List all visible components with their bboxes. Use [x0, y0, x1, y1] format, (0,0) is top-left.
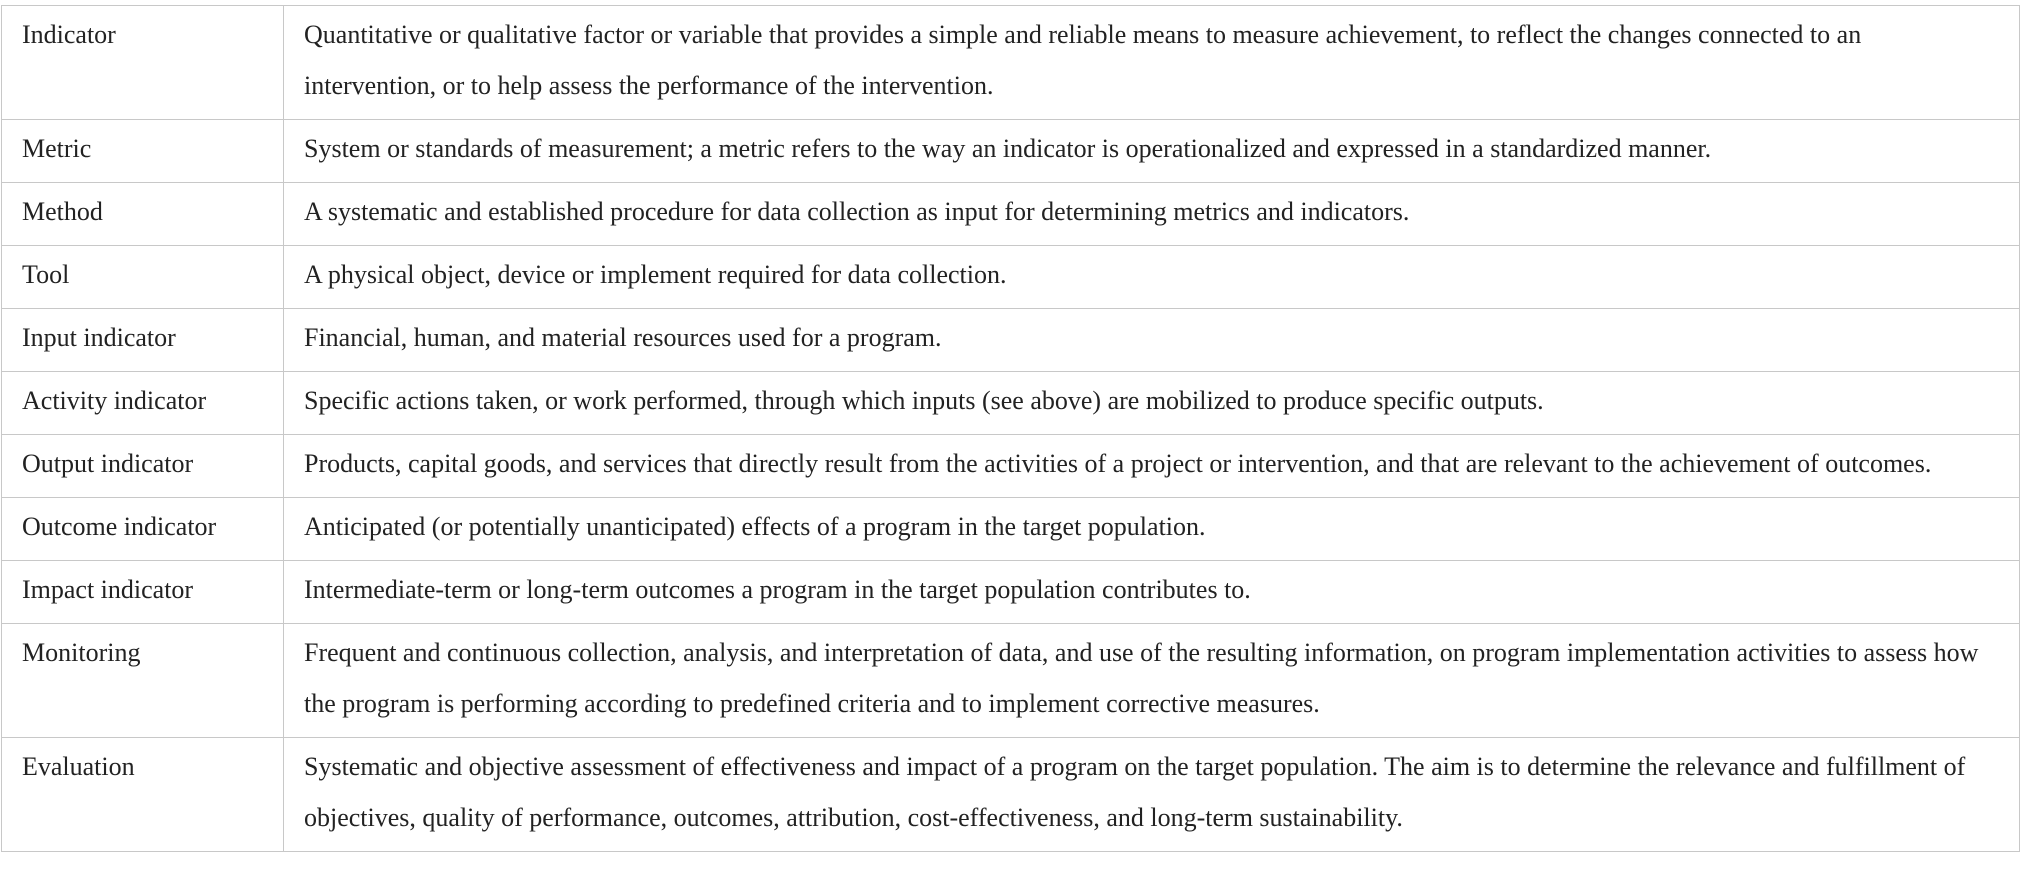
- term-cell: Impact indicator: [2, 561, 284, 624]
- definition-cell: Products, capital goods, and services that directly result from the activities of a project or intervention, and that are relevant to the achievement of outcomes.: [284, 435, 2020, 498]
- term-cell: Metric: [2, 120, 284, 183]
- term-cell: Input indicator: [2, 309, 284, 372]
- table-row: [2, 738, 2020, 852]
- glossary-table-body: [2, 6, 2020, 852]
- table-row: [2, 120, 2020, 183]
- definition-cell: Systematic and objective assessment of effectiveness and impact of a program on the target population. The aim is to determine the relevance and fulfillment of objectives, quality of performance, outcomes, attribution, cost-effectiveness, and long-term sustainability.: [284, 738, 2020, 852]
- table-row: [2, 183, 2020, 246]
- definition-cell: Anticipated (or potentially unanticipated) effects of a program in the target population.: [284, 498, 2020, 561]
- definition-cell: Specific actions taken, or work performed, through which inputs (see above) are mobilized to produce specific outputs.: [284, 372, 2020, 435]
- definition-cell: System or standards of measurement; a metric refers to the way an indicator is operationalized and expressed in a standardized manner.: [284, 120, 2020, 183]
- term-cell: Output indicator: [2, 435, 284, 498]
- definition-cell: A physical object, device or implement required for data collection.: [284, 246, 2020, 309]
- definition-cell: Frequent and continuous collection, analysis, and interpretation of data, and use of the resulting information, on program implementation activities to assess how the program is performing according to predefined criteria and to implement corrective measures.: [284, 624, 2020, 738]
- table-row: [2, 6, 2020, 120]
- term-cell: Method: [2, 183, 284, 246]
- table-row: [2, 498, 2020, 561]
- definition-cell: A systematic and established procedure for data collection as input for determining metrics and indicators.: [284, 183, 2020, 246]
- definition-cell: Financial, human, and material resources used for a program.: [284, 309, 2020, 372]
- definition-cell: Quantitative or qualitative factor or variable that provides a simple and reliable means to measure achievement, to reflect the changes connected to an intervention, or to help assess the performance of the intervention.: [284, 6, 2020, 120]
- term-cell: Tool: [2, 246, 284, 309]
- term-cell: Indicator: [2, 6, 284, 120]
- table-row: [2, 561, 2020, 624]
- table-row: [2, 435, 2020, 498]
- table-row: [2, 246, 2020, 309]
- term-cell: Activity indicator: [2, 372, 284, 435]
- table-row: [2, 624, 2020, 738]
- term-cell: Monitoring: [2, 624, 284, 738]
- glossary-table: [1, 5, 2020, 852]
- term-cell: Evaluation: [2, 738, 284, 852]
- table-row: [2, 309, 2020, 372]
- definition-cell: Intermediate-term or long-term outcomes a program in the target population contributes to.: [284, 561, 2020, 624]
- term-cell: Outcome indicator: [2, 498, 284, 561]
- table-row: [2, 372, 2020, 435]
